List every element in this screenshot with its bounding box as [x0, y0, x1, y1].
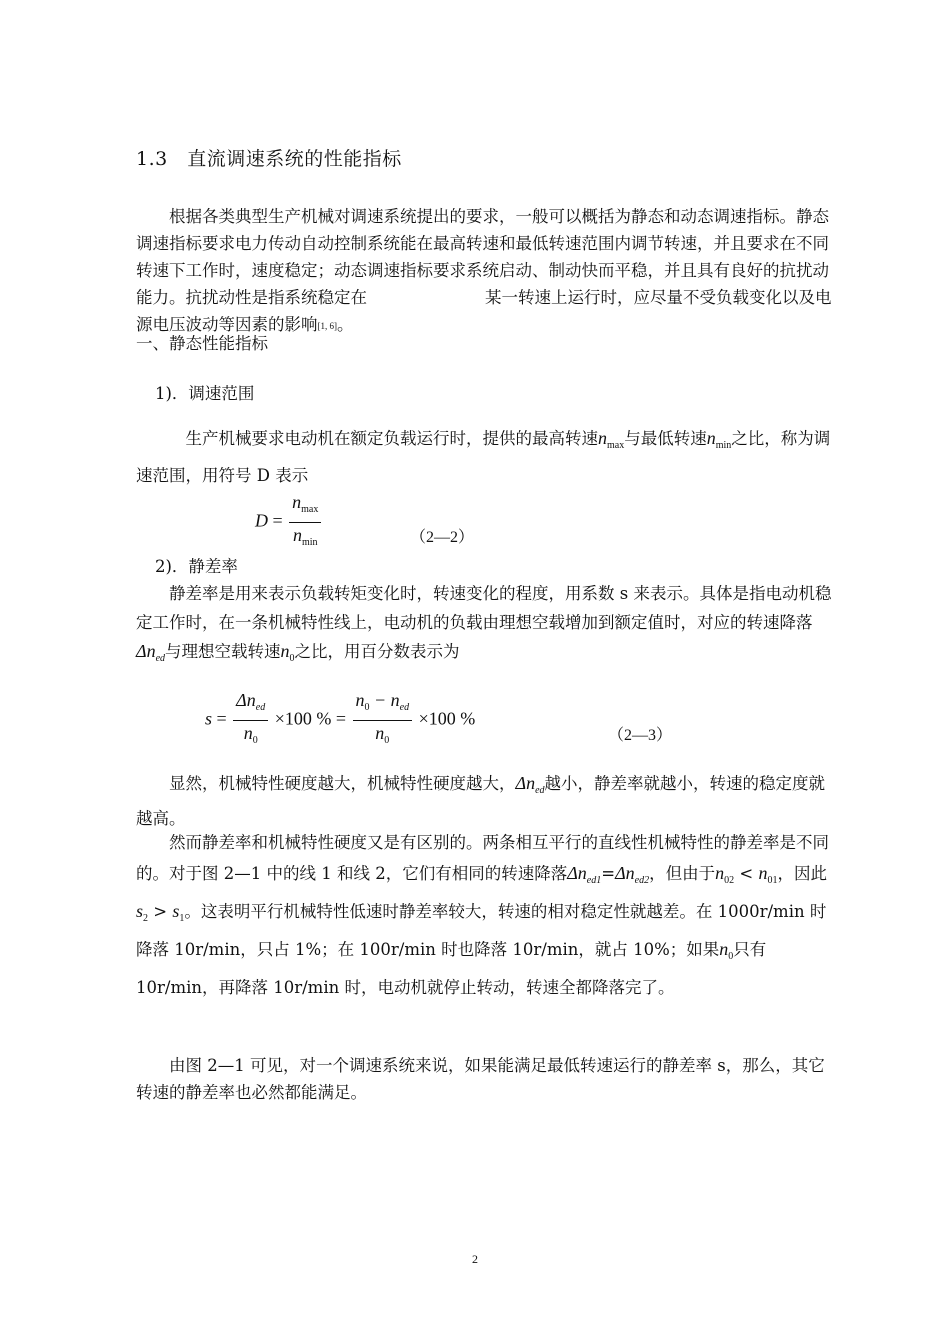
page-number: 2 — [472, 1252, 478, 1266]
equation-number-2-2: （2—2） — [410, 529, 475, 546]
fraction-slip-1: $\frac{\Delta n_{ed}}{n_0}$ — [233, 688, 268, 753]
equation-speed-range: D = $\frac{n_{max}}{n_{min}}$ — [255, 490, 323, 555]
equation-slip-rate: s = $\frac{\Delta n_{ed}}{n_0}$ ×100 % = $\frac{n_0 - n_{ed}}{n_0}$ ×100 % — [205, 688, 475, 753]
speed-range-paragraph: 生产机械要求电动机在额定负载运行时，提供的最高转速$n_{max}$与最低转速$n_{min}$之比，称为调速范围，用符号 D 表示 — [136, 428, 831, 485]
equation-number-2-3: （2—3） — [608, 727, 673, 744]
subsection-speed-range: 1)．调速范围 — [155, 384, 255, 403]
section-static-indicators: 一、静态性能指标 — [136, 334, 268, 353]
section-heading: 1.3 直流调速系统的性能指标 — [136, 148, 402, 170]
difference-paragraph: 然而静差率和机械特性硬度又是有区别的。两条相互平行的直线性机械特性的静差率是不同的。对于图 2—1 中的线 1 和线 2，它们有相同的转速降落$\Delta n_{ed1}=\Delta n_{ed2}$，但由于$n_{02} < n_{01}$，因此$s_2 > s_1$。这表明平行机械特性低速时静差率较大，转速的相对稳定性就越差。在 1000r/min 时降落 10r/min，只占 1%；在 100r/min 时也降落 10r/min，就占 10%；如果$n_0$只有 10r/min，再降落 10r/min 时，电动机就停止转动，转速全都降落完了。 — [136, 833, 829, 997]
conclusion-paragraph: 由图 2—1 可见，对一个调速系统来说，如果能满足最低转速运行的静差率 s，那么，其它转速的静差率也必然都能满足。 — [136, 1056, 825, 1102]
subsection-slip-rate: 2)．静差率 — [155, 557, 238, 576]
fraction-speed-range: $\frac{n_{max}}{n_{min}}$ — [289, 490, 321, 555]
slip-rate-paragraph: 静差率是用来表示负载转矩变化时，转速变化的程度，用系数 s 来表示。具体是指电动机稳定工作时，在一条机械特性线上，电动机的负载由理想空载增加到额定值时，对应的转速降落$\Delta n_{ed}$与理想空载转速$n_0$之比，用百分数表示为 — [136, 584, 832, 664]
hardness-paragraph: 显然，机械特性硬度越大，机械特性硬度越大，$\Delta n_{ed}$越小，静差率就越小，转速的稳定度就越高。 — [136, 773, 826, 828]
citation: [1, 6] — [317, 321, 337, 331]
intro-paragraph: 根据各类典型生产机械对调速系统提出的要求，一般可以概括为静态和动态调速指标。静态调速指标要求电力传动自动控制系统能在最高转速和最低转速范围内调节转速，并且要求在不同转速下工作时，速度稳定；动态调速指标要求系统启动、制动快而平稳，并且具有良好的抗扰动能力。抗扰动性是指系统稳定在 某一转速上运行时，应尽量不受负载变化以及电源电压波动等因素的影响[1, 6]。 — [136, 207, 832, 334]
fraction-slip-2: $\frac{n_0 - n_{ed}}{n_0}$ — [353, 688, 413, 753]
